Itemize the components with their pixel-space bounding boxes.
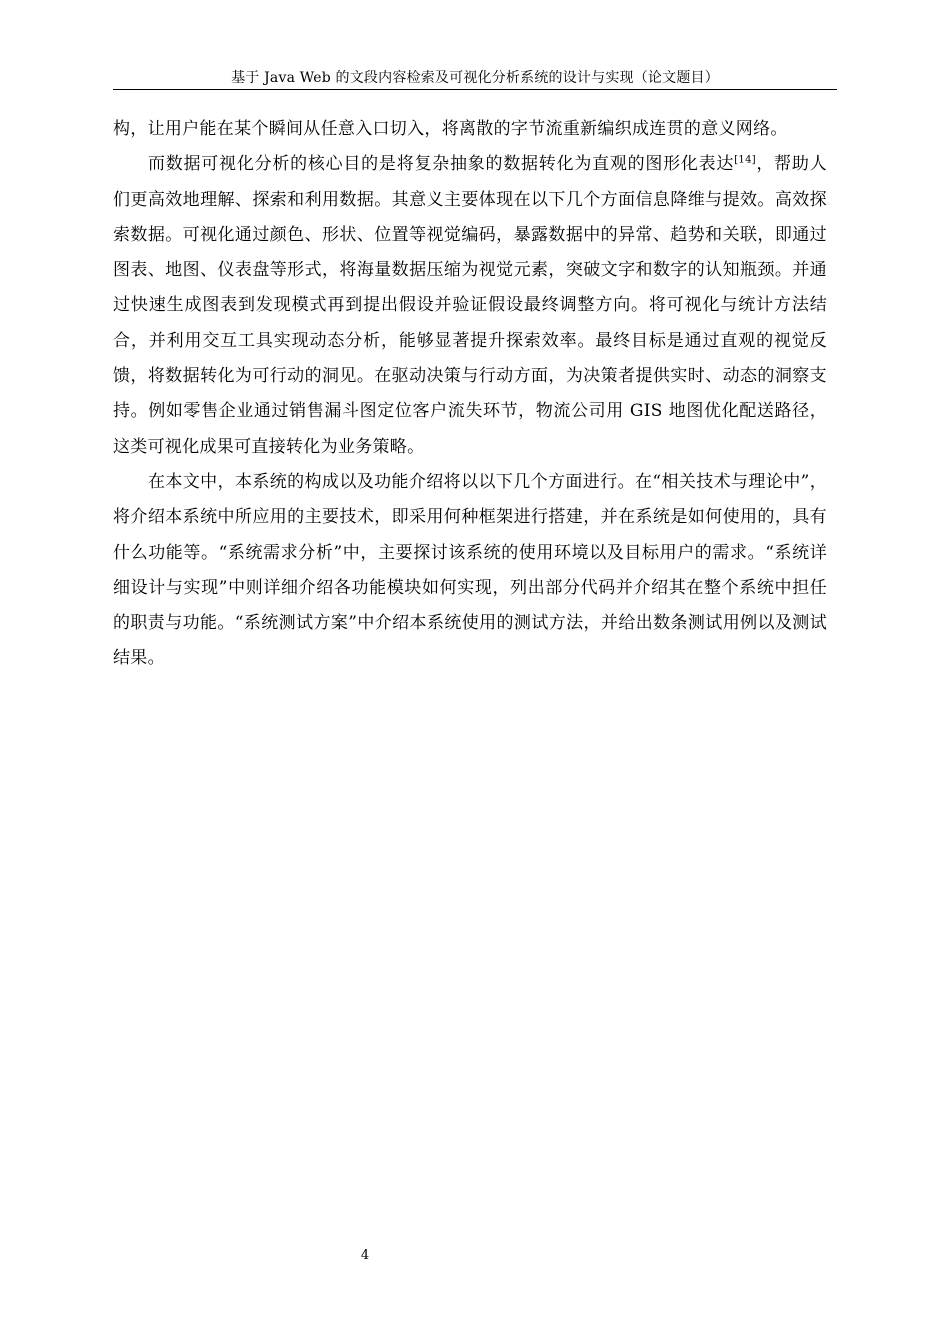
paragraph-text: 而数据可视化分析的核心目的是将复杂抽象的数据转化为直观的图形化表达 — [148, 154, 735, 175]
header-rule — [113, 89, 837, 90]
paragraph-visualization-purpose — [113, 147, 827, 465]
paragraph-structure-overview: 在本文中，本系统的构成以及功能介绍将以以下几个方面进行。在“相关技术与理论中”，将介绍本系统中所应用的主要技术，即采用何种框架进行搭建，并在系统是如何使用的，具有什么功能等。“系统需求分析”中，主要探讨该系统的使用环境以及目标用户的需求。“系统详细设计与实现”中则详细介绍各功能模块如何实现，列出部分代码并介绍其在整个系统中担任的职责与功能。“系统测试方案”中介绍本系统使用的测试方法，并给出数条测试用例以及测试结果。 — [113, 471, 827, 669]
citation-reference: [14] — [734, 154, 756, 166]
paragraph-text: ，帮助人们更高效地理解、探索和利用数据。其意义主要体现在以下几个方面信息降维与提效。高效探索数据。可视化通过颜色、形状、位置等视觉编码，暴露数据中的异常、趋势和关联，即通过图表、地图、仪表盘等形式，将海量数据压缩为视觉元素，突破文字和数字的认知瓶颈。并通过快速生成图表到发现模式再到提出假设并验证假设最终调整方向。将可视化与统计方法结合，并利用交互工具实现动态分析，能够显著提升探索效率。最终目标是通过直观的视觉反馈，将数据转化为可行动的洞见。在驱动决策与行动方面，为决策者提供实时、动态的洞察支持。例如零售企业通过销售漏斗图定位客户流失环节，物流公司用 GIS 地图优化配送路径，这类可视化成果可直接转化为业务策略。 — [113, 154, 827, 457]
body-text — [113, 112, 827, 677]
paragraph-continuation: 构，让用户能在某个瞬间从任意入口切入，将离散的字节流重新编织成连贯的意义网络。 — [113, 119, 788, 139]
page-number: 4 — [360, 1248, 370, 1263]
running-header: 基于 Java Web 的文段内容检索及可视化分析系统的设计与实现（论文题目） — [231, 70, 719, 86]
